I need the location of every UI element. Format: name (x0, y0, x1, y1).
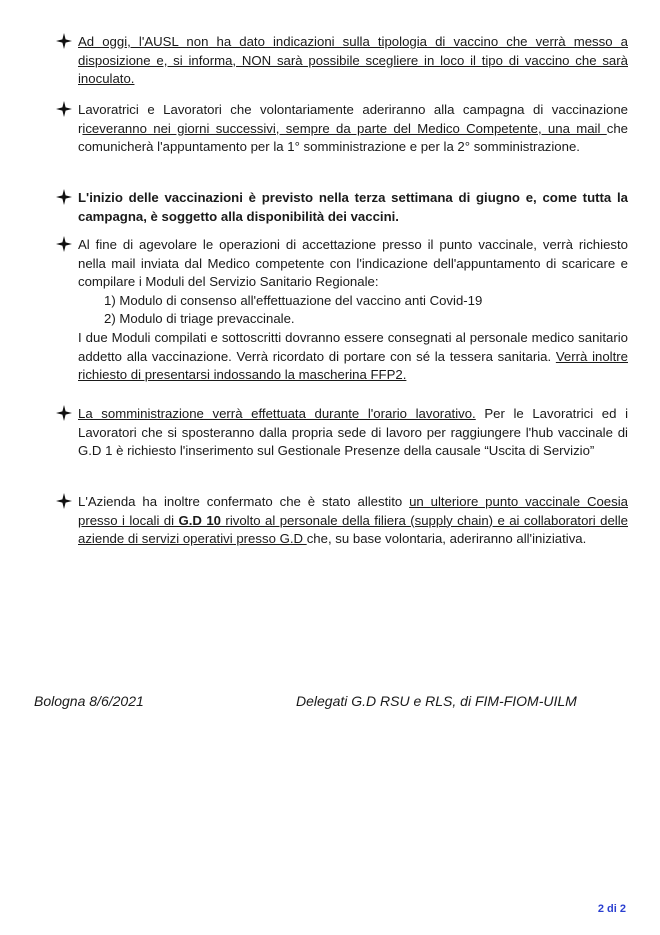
bullet-text-bold: L'inizio delle vaccinazioni è previsto nella terza settimana di giugno e, come tutta la campagna, è soggetto alla disponibilità dei vaccini. (78, 190, 628, 224)
star-bullet-icon (56, 493, 74, 511)
bullet-text: I due Moduli compilati e sottoscritti dovranno essere consegnati al personale medico sanitario addetto alla vaccinazione. Verrà ricordato di portare con sé la tessera sanitaria. (78, 329, 628, 364)
form-list-item: 1) Modulo di consenso all'effettuazione del vaccino anti Covid-19 (104, 292, 483, 308)
bullet-text: Lavoratrici e Lavoratori che volontariamente aderiranno alla campagna di vaccinazione r (78, 102, 628, 136)
bullet-item-vaccine-type (56, 33, 628, 89)
bullet-text-underlined: rivolto al personale della filiera (supply chain) e ai collaboratori delle aziende di servizi operativi presso G.D (78, 512, 629, 547)
bullet-item-start-date (56, 189, 628, 226)
bullet-item-working-hours (56, 405, 628, 461)
bullet-text: Al fine di agevolare le operazioni di accettazione presso il punto vaccinale, verrà richiesto nella mail inviata dal Medico competente con l'indicazione dell'appuntamento di scaricare e compilare i Moduli del Servizio Sanitario Regionale: (78, 237, 628, 290)
footer-signature: Delegati G.D RSU e RLS, di FIM-FIOM-UILM (296, 693, 577, 709)
footer-place-date: Bologna 8/6/2021 (34, 693, 144, 709)
star-bullet-icon (56, 236, 74, 254)
star-bullet-icon (56, 101, 74, 119)
bullet-text-underlined-bold: G.D 10 (178, 512, 222, 528)
page-number: 2 di 2 (597, 903, 626, 915)
bullet-text: L'Azienda ha inoltre confermato che è stato allestito (78, 494, 410, 509)
form-list-item: 2) Modulo di triage prevaccinale. (104, 311, 295, 327)
star-bullet-icon (56, 405, 74, 423)
bullet-text: Ad oggi, l'AUSL non ha dato indicazioni sulla tipologia di vaccino che verrà messo a disposizione e, si informa, NON sarà possibile scegliere in loco il tipo di vaccino che sarà inoculato. (78, 34, 628, 87)
bullet-text-underlined: La somministrazione verrà effettuata durante l'orario lavorativo. (78, 406, 476, 421)
star-bullet-icon (56, 189, 74, 207)
bullet-text: che, su base volontaria, aderiranno all'iniziativa. (306, 531, 587, 547)
bullet-text-underlined: iceveranno nei giorni successivi, sempre da parte del Medico Competente, una mail (82, 120, 607, 136)
bullet-item-forms (56, 236, 628, 385)
bullet-text-underlined: un ulteriore punto vaccinale Coesia presso i locali di (78, 494, 628, 528)
bullet-text-underlined: Verrà inoltre richiesto di presentarsi indossando la mascherina FFP2. (78, 348, 628, 383)
bullet-text: Per le Lavoratrici ed i Lavoratori che si sposteranno dalla propria sede di lavoro per raggiungere l'hub vaccinale di G.D 1 è richiesto l'inserimento sul Gestionale Presenze della causale “Uscita di Servizio” (78, 406, 628, 459)
star-bullet-icon (56, 33, 74, 51)
bullet-item-new-vaccination-point (56, 493, 628, 549)
bullet-text: che comunicherà l'appuntamento per la 1° somministrazione e per la 2° somministrazione. (78, 120, 628, 155)
bullet-item-appointment-mail (56, 101, 628, 157)
